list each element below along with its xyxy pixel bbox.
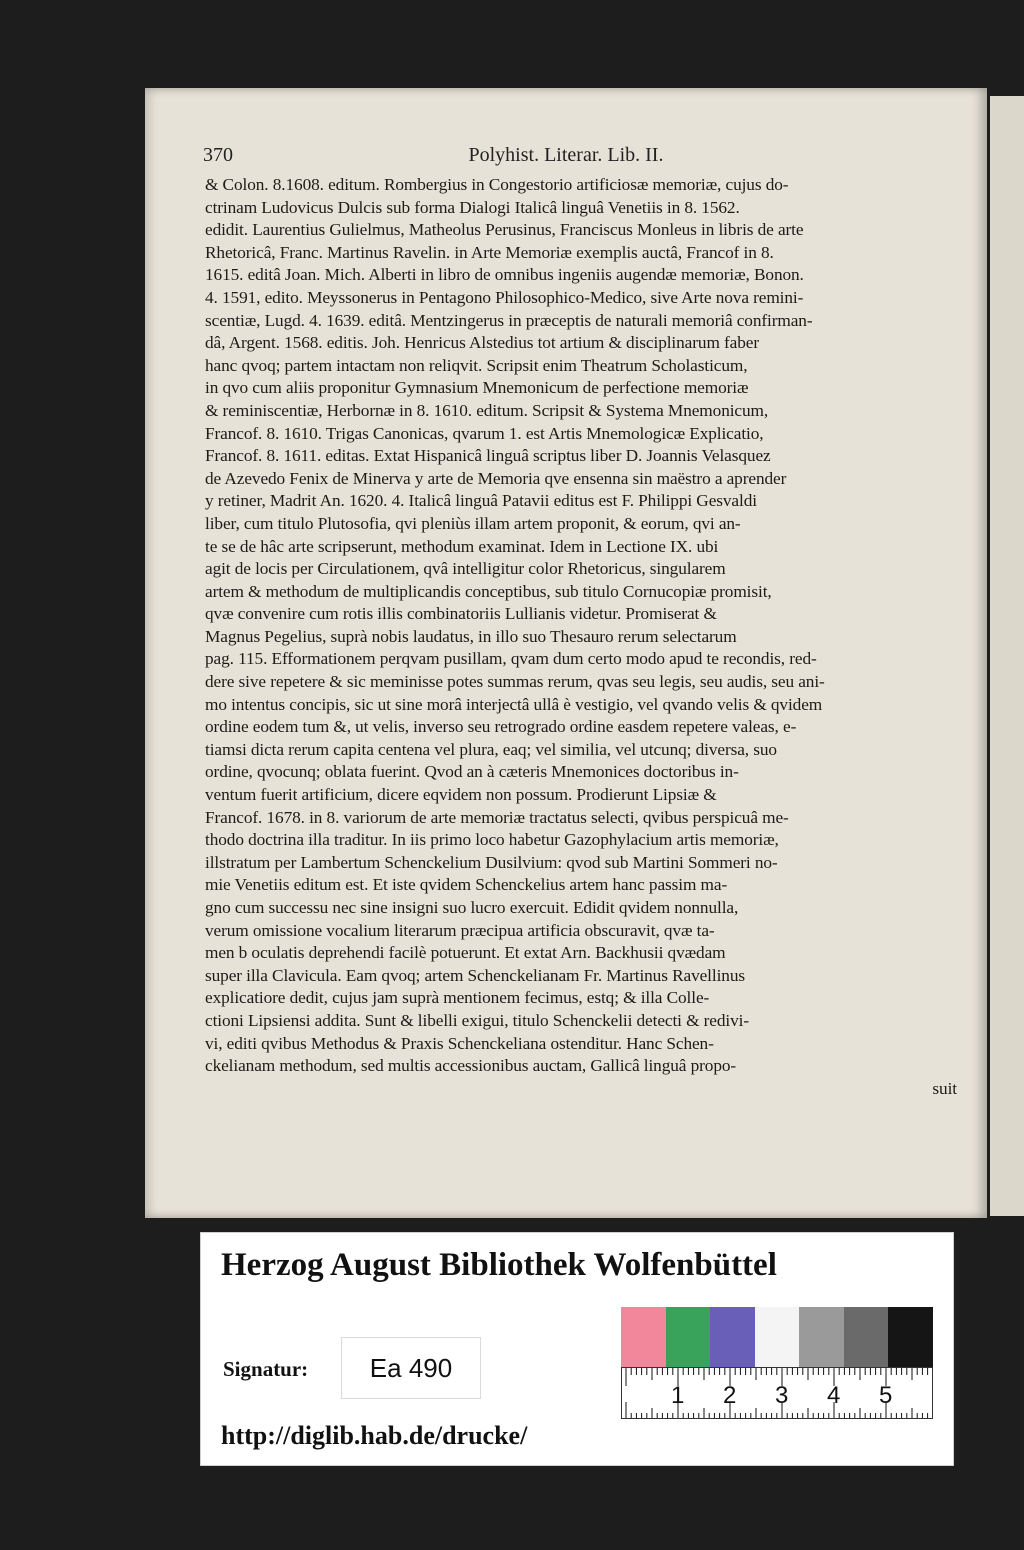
text-line: ctrinam Ludovicus Dulcis sub forma Dialogi Italicâ linguâ Venetiis in 8. 1562. [205, 197, 740, 217]
text-line: suit [932, 1078, 957, 1098]
text-line: pag. 115. Efformationem perqvam pusillam, qvam dum certo modo apud te recondis, red- [205, 649, 817, 669]
text-line: Francof. 8. 1610. Trigas Canonicas, qvarum 1. est Artis Mnemologicæ Explicatio, [205, 423, 764, 443]
text-line: 4. 1591, edito. Meyssonerus in Pentagono Philosophico-Medico, sive Arte nova remini- [205, 287, 804, 307]
text-line: y retiner, Madrit An. 1620. 4. Italicâ linguâ Patavii editus est F. Philippi Gesvaldi [205, 491, 757, 511]
text-line: in qvo cum aliis proponitur Gymnasium Mnemonicum de perfectione memoriæ [205, 378, 749, 398]
text-line: ventum fuerit artificium, dicere eqvidem non possum. Prodierunt Lipsiæ & [205, 785, 717, 805]
text-line: & reminiscentiæ, Herbornæ in 8. 1610. editum. Scripsit & Systema Mnemonicum, [205, 400, 769, 420]
color-swatch [888, 1307, 933, 1367]
text-line: thodo doctrina illa traditur. In iis primo loco habetur Gazophylacium artis memoriæ, [205, 830, 779, 850]
text-line: illstratum per Lambertum Schenckelium Dusilvium: qvod sub Martini Sommeri no- [205, 852, 778, 872]
text-line: gno cum successu nec sine insigni suo lucro exercuit. Edidit qvidem nonnulla, [205, 898, 739, 917]
text-line: Magnus Pegelius, suprà nobis laudatus, in illo suo Thesauro rerum selectarum [205, 626, 737, 646]
text-line: ckelianam methodum, sed multis accessionibus auctam, Gallicâ linguâ propo- [205, 1056, 737, 1076]
text-line: vi, editi qvibus Methodus & Praxis Schenckeliana ostenditur. Hanc Schen- [205, 1033, 714, 1053]
text-line: Francof. 8. 1611. editas. Extat Hispanicâ linguâ scriptus liber D. Joannis Velasquez [205, 446, 771, 466]
adjacent-page-edge [990, 96, 1024, 1216]
scale-ruler [621, 1367, 933, 1419]
text-line: tiamsi dicta rerum capita centena vel plura, eaq; vel similia, vel utcunq; diversa, suo [205, 739, 777, 759]
ruler-number: 3 [775, 1382, 789, 1409]
page-number: 370 [203, 144, 233, 166]
text-line: verum omissione vocalium literarum præcipua artificia obscuravit, qvæ ta- [205, 920, 715, 940]
ruler-number: 1 [671, 1382, 685, 1409]
text-line: dâ, Argent. 1568. editis. Joh. Henricus Alstedius tot artium & disciplinarum faber [205, 333, 759, 353]
text-line: & Colon. 8.1608. editum. Rombergius in Congestorio artificiosæ memoriæ, cujus do- [205, 175, 789, 194]
text-line: Rhetoricâ, Franc. Martinus Ravelin. in Arte Memoriæ exemplis auctâ, Francof in 8. [205, 242, 774, 262]
color-swatch [710, 1307, 755, 1367]
text-line: ordine eodem tum &, ut velis, inverso seu retrogrado ordine easdem repetere valeas, e- [205, 717, 797, 737]
text-line: mie Venetiis editum est. Et iste qvidem Schenckelius artem hanc passim ma- [205, 875, 728, 895]
library-url: http://diglib.hab.de/drucke/ [221, 1421, 528, 1450]
text-line: qvæ convenire cum rotis illis combinatoriis Lullianis videtur. Promiserat & [205, 604, 717, 624]
color-swatch [755, 1307, 800, 1367]
color-swatch [621, 1307, 666, 1367]
text-line: scentiæ, Lugd. 4. 1639. editâ. Mentzingerus in præceptis de naturali memoriâ confirman- [205, 310, 813, 330]
library-name: Herzog August Bibliothek Wolfenbüttel [221, 1247, 777, 1283]
text-line: ctioni Lipsiensi addita. Sunt & libelli exigui, titulo Schenckelii detecti & redivi- [205, 1010, 750, 1030]
text-line: liber, cum titulo Plutosofia, qvi pleniùs illam artem proponit, & eorum, qvi an- [205, 513, 741, 533]
signature-value: Ea 490 [341, 1337, 481, 1399]
text-line: mo intentus concipis, sic ut sine morâ interjectâ ullâ è vestigio, vel qvando velis & qvidem [205, 694, 823, 714]
text-line: te se de hâc arte scripserunt, methodum examinat. Idem in Lectione IX. ubi [205, 536, 719, 556]
text-line: men b oculatis deprehendi facilè potuerunt. Et extat Arn. Backhusii qvædam [205, 943, 726, 963]
text-line: ordine, qvocunq; oblata fuerint. Qvod an à cæteris Mnemonices doctoribus in- [205, 762, 739, 782]
ruler-number: 4 [827, 1382, 841, 1409]
running-title: Polyhist. Literar. Lib. II. [468, 144, 664, 166]
text-line: hanc qvoq; partem intactam non reliqvit. Scripsit enim Theatrum Scholasticum, [205, 355, 748, 375]
color-swatch [844, 1307, 889, 1367]
text-line: explicatiore dedit, cujus jam suprà mentionem fecimus, estq; & illa Colle- [205, 988, 710, 1008]
page-header [145, 144, 987, 174]
text-line: artem & methodum de multiplicandis conceptibus, sub titulo Cornucopiæ promisit, [205, 581, 772, 601]
library-card [200, 1232, 954, 1466]
color-swatch [799, 1307, 844, 1367]
text-line: Francof. 1678. in 8. variorum de arte memoriæ tractatus selecti, qvibus perspicuâ me- [205, 807, 789, 827]
text-line: dere sive repetere & sic meminisse potes summas rerum, qvas seu legis, seu audis, seu ani- [205, 672, 825, 692]
book-page [145, 88, 987, 1218]
text-line: 1615. editâ Joan. Mich. Alberti in libro de omnibus ingeniis augendæ memoriæ, Bonon. [205, 265, 804, 285]
text-line: agit de locis per Circulationem, qvâ intelligitur color Rhetoricus, singularem [205, 559, 726, 579]
color-calibration-strip [621, 1307, 933, 1367]
body-text [205, 174, 957, 1184]
text-line: de Azevedo Fenix de Minerva y arte de Memoria qve ensenna sin maëstro a aprender [205, 468, 787, 488]
ruler-number: 5 [879, 1382, 893, 1409]
ruler-number: 2 [723, 1382, 737, 1409]
text-line: edidit. Laurentius Gulielmus, Matheolus Perusinus, Franciscus Monleus in libris de arte [205, 220, 804, 240]
signature-label: Signatur: [223, 1357, 309, 1381]
text-line: super illa Clavicula. Eam qvoq; artem Schenckelianam Fr. Martinus Ravellinus [205, 965, 745, 985]
color-swatch [666, 1307, 711, 1367]
